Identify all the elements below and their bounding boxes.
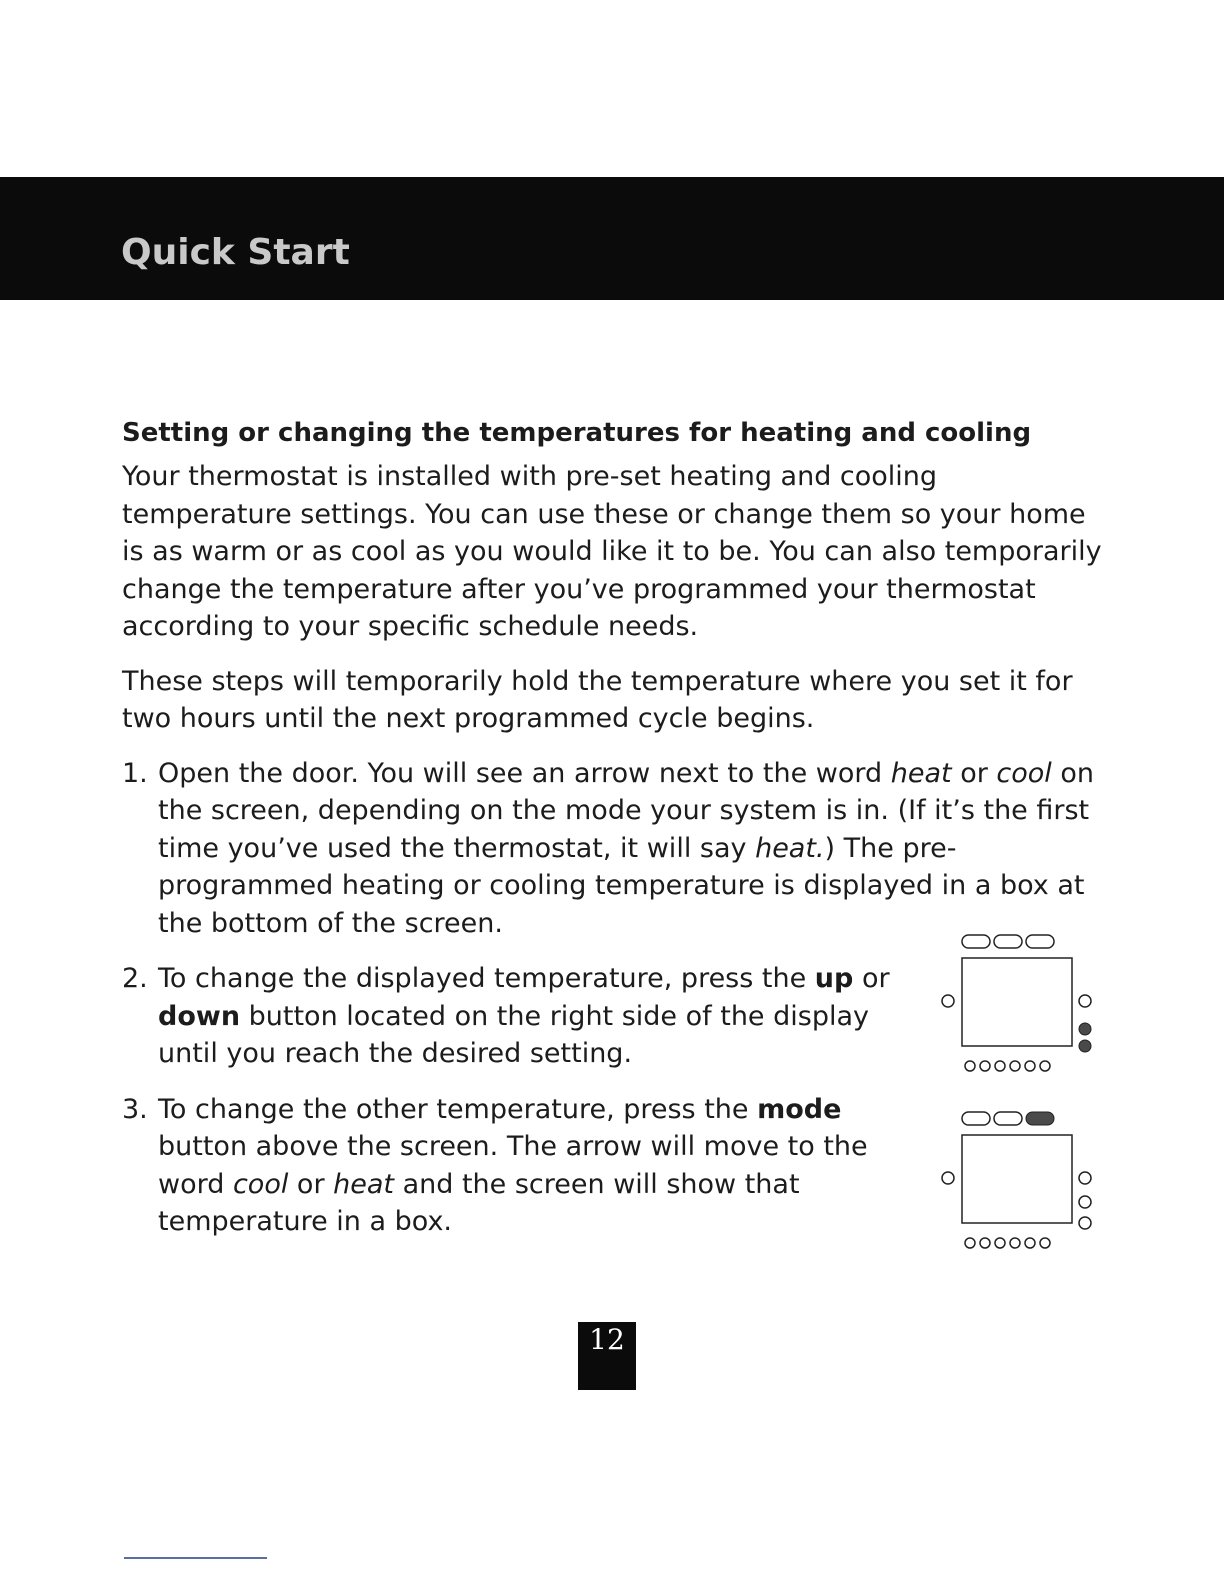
step-number: 3. — [122, 1093, 148, 1125]
section-title: Quick Start — [121, 232, 350, 273]
right-button-icon — [1079, 995, 1091, 1007]
step-text: To change the displayed temperature, press the up or down button located on the right side of the display until you reach the desired setting. — [158, 963, 890, 1069]
top-button-icon — [994, 935, 1022, 948]
down-button-icon — [1079, 1217, 1091, 1229]
left-button-icon — [942, 995, 954, 1007]
section-heading: Setting or changing the temperatures for heating and cooling — [122, 418, 1032, 448]
display-screen-icon — [962, 958, 1072, 1046]
step-3 — [122, 1091, 918, 1241]
step-text: Open the door. You will see an arrow next to the word heat or cool on the screen, depending on the mode your system is in. (If it’s the first time you’ve used the thermostat, it will say heat.) The pre-programmed heating or cooling temperature is displayed in a box at the bottom of the screen. — [158, 757, 1095, 939]
mode-button-icon — [1026, 935, 1054, 948]
footer-divider — [124, 1557, 267, 1559]
right-button-icon — [1079, 1172, 1091, 1184]
display-screen-icon — [962, 1135, 1072, 1223]
step-2 — [122, 960, 918, 1073]
step-text: To change the other temperature, press the mode button above the screen. The arrow will move to the word cool or heat and the screen will show that temperature in a box. — [158, 1093, 868, 1237]
step-1 — [122, 755, 1118, 943]
intro-paragraph: Your thermostat is installed with pre-set heating and cooling temperature settings. You can use these or change them so your home is as warm or as cool as you would like it to be. You can also temporarily change the temperature after you’ve programmed your thermostat according to your specific schedule needs. — [122, 461, 1102, 642]
step-number: 1. — [122, 757, 148, 789]
step-number: 2. — [122, 963, 148, 994]
hold-note-paragraph: These steps will temporarily hold the temperature where you set it for two hours until the next programmed cycle begins. — [122, 665, 1073, 734]
mode-button-icon — [1026, 1112, 1054, 1125]
left-button-icon — [942, 1172, 954, 1184]
header-banner — [0, 177, 1224, 300]
up-button-icon — [1079, 1023, 1091, 1035]
top-button-icon — [994, 1112, 1022, 1125]
page-number: 12 — [578, 1322, 636, 1390]
top-button-icon — [962, 935, 990, 948]
up-button-icon — [1079, 1196, 1091, 1208]
down-button-icon — [1079, 1040, 1091, 1052]
thermostat-diagram-mode — [938, 1105, 1098, 1255]
thermostat-diagram-up-down — [938, 928, 1098, 1078]
top-button-icon — [962, 1112, 990, 1125]
